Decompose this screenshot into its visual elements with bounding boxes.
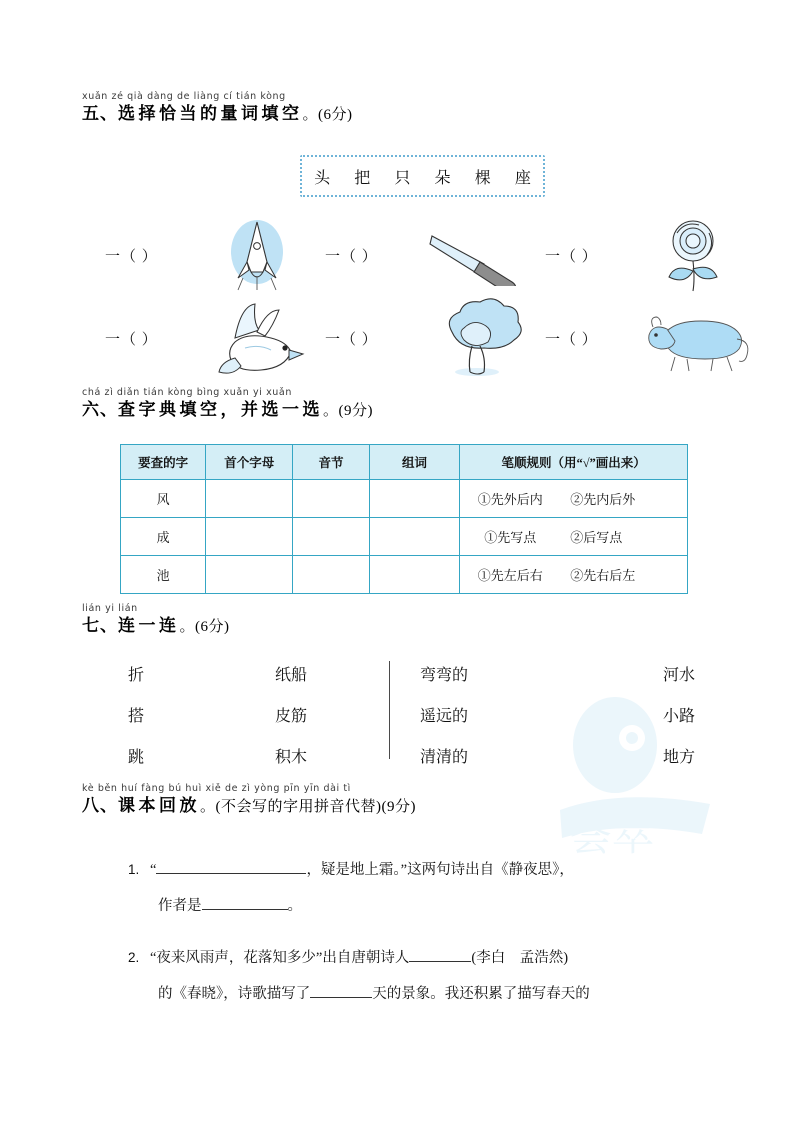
answer-blank[interactable] bbox=[202, 909, 288, 910]
table-row bbox=[121, 556, 688, 594]
cow-illustration bbox=[637, 299, 757, 377]
word-bank-item: 只 bbox=[394, 169, 411, 187]
table-cell-rule[interactable] bbox=[460, 518, 688, 556]
matching-exercise bbox=[110, 655, 710, 775]
table-header-cell: 笔顺规则（用“√”画出来） bbox=[460, 445, 688, 480]
table-cell-syllable[interactable] bbox=[293, 556, 370, 594]
measure-word-blank[interactable]: 一（ ） bbox=[545, 248, 598, 265]
matching-item[interactable]: 地方 bbox=[662, 749, 695, 766]
measure-word-blank[interactable]: 一（ ） bbox=[545, 331, 598, 348]
matching-item[interactable]: 河水 bbox=[662, 667, 695, 684]
question-text-c: 作者是 bbox=[158, 898, 202, 914]
word-bank-item: 座 bbox=[514, 169, 531, 187]
matching-item[interactable]: 跳 bbox=[128, 749, 145, 766]
section-six-score: 。(9分) bbox=[323, 403, 373, 419]
section-eight-number: 八、 bbox=[82, 796, 118, 815]
matching-item[interactable]: 小路 bbox=[662, 708, 695, 725]
measure-word-blank[interactable]: 一（ ） bbox=[325, 248, 378, 265]
bird-illustration bbox=[197, 299, 317, 377]
measure-word-item bbox=[325, 216, 545, 294]
matching-item[interactable]: 遥远的 bbox=[420, 708, 469, 725]
question-2 bbox=[128, 940, 748, 1012]
table-cell-char: 池 bbox=[121, 556, 206, 594]
section-six-title: 查字典填空，并选一选 bbox=[118, 400, 323, 419]
question-number: 1. bbox=[128, 862, 140, 877]
section-six-heading bbox=[82, 386, 373, 422]
question-text-c: 的《春晓》，诗歌描写了 bbox=[158, 986, 311, 1002]
word-bank-item: 朵 bbox=[434, 169, 451, 187]
answer-blank[interactable] bbox=[409, 961, 471, 962]
rule-option-b[interactable]: ②后写点 bbox=[570, 530, 623, 545]
table-cell-syllable[interactable] bbox=[293, 480, 370, 518]
matching-column-left-nouns bbox=[275, 655, 385, 778]
rocket-illustration bbox=[197, 216, 317, 294]
measure-word-item bbox=[105, 299, 325, 377]
section-five-score: 。(6分) bbox=[302, 107, 353, 123]
dictionary-table bbox=[120, 444, 688, 594]
matching-item[interactable]: 积木 bbox=[275, 749, 308, 766]
matching-item[interactable]: 清清的 bbox=[420, 749, 469, 766]
rule-option-a[interactable]: ①先写点 bbox=[484, 530, 537, 545]
question-text-d: 。 bbox=[287, 898, 302, 914]
measure-word-item bbox=[545, 299, 765, 377]
question-1 bbox=[128, 852, 748, 924]
question-number: 2. bbox=[128, 950, 140, 965]
section-seven-title: 连一连 bbox=[118, 616, 180, 635]
table-cell-word[interactable] bbox=[369, 480, 459, 518]
measure-word-item bbox=[545, 216, 765, 294]
word-bank-item: 把 bbox=[354, 169, 371, 187]
question-line-2 bbox=[128, 976, 748, 1012]
table-cell-word[interactable] bbox=[369, 556, 459, 594]
section-eight-score: 。(不会写的字用拼音代替)(9分) bbox=[200, 799, 416, 815]
table-cell-letter[interactable] bbox=[206, 480, 293, 518]
matching-item[interactable]: 折 bbox=[128, 667, 145, 684]
matching-item[interactable]: 纸船 bbox=[275, 667, 308, 684]
measure-word-item bbox=[105, 216, 325, 294]
table-cell-rule[interactable] bbox=[460, 480, 688, 518]
rule-option-b[interactable]: ②先内后外 bbox=[570, 492, 636, 507]
table-header-row bbox=[121, 445, 688, 480]
measure-word-row bbox=[105, 298, 765, 378]
table-cell-char: 风 bbox=[121, 480, 206, 518]
rule-option-b[interactable]: ②先右后左 bbox=[570, 568, 636, 583]
table-cell-char: 成 bbox=[121, 518, 206, 556]
matching-item[interactable]: 弯弯的 bbox=[420, 667, 469, 684]
matching-column-left-verbs bbox=[128, 655, 238, 778]
word-bank-item: 棵 bbox=[474, 169, 491, 187]
section-eight-title: 课本回放 bbox=[118, 796, 200, 815]
section-eight-pinyin: kè běn huí fàng bú huì xiě de zì yòng pīn yīn dài tì bbox=[82, 783, 351, 794]
knife-illustration bbox=[417, 216, 537, 294]
question-text-a: “夜来风雨声，花落知多少”出自唐朝诗人 bbox=[150, 950, 410, 966]
measure-word-item bbox=[325, 299, 545, 377]
tree-illustration bbox=[417, 299, 537, 377]
table-cell-rule[interactable] bbox=[460, 556, 688, 594]
table-cell-letter[interactable] bbox=[206, 518, 293, 556]
table-cell-word[interactable] bbox=[369, 518, 459, 556]
answer-blank[interactable] bbox=[156, 873, 306, 874]
word-bank-item: 头 bbox=[314, 169, 331, 187]
table-header-cell: 组词 bbox=[369, 445, 459, 480]
rule-option-a[interactable]: ①先左后右 bbox=[477, 568, 543, 583]
table-header-cell: 要查的字 bbox=[121, 445, 206, 480]
answer-blank[interactable] bbox=[310, 997, 372, 998]
section-five-title: 选择恰当的量词填空 bbox=[118, 104, 303, 123]
measure-word-blank[interactable]: 一（ ） bbox=[105, 331, 158, 348]
measure-word-blank[interactable]: 一（ ） bbox=[105, 248, 158, 265]
matching-item[interactable]: 搭 bbox=[128, 708, 145, 725]
table-cell-syllable[interactable] bbox=[293, 518, 370, 556]
section-five-pinyin: xuǎn zé qià dàng de liàng cí tián kòng bbox=[82, 91, 286, 102]
rule-option-a[interactable]: ①先外后内 bbox=[477, 492, 543, 507]
matching-divider bbox=[389, 661, 390, 759]
question-line-2 bbox=[128, 888, 748, 924]
section-eight-heading bbox=[82, 782, 416, 818]
section-seven-heading bbox=[82, 602, 230, 638]
measure-word-blank[interactable]: 一（ ） bbox=[325, 331, 378, 348]
section-seven-pinyin: lián yi lián bbox=[82, 603, 138, 614]
table-row bbox=[121, 518, 688, 556]
word-bank-box bbox=[300, 155, 545, 197]
section-seven-number: 七、 bbox=[82, 616, 118, 635]
rose-illustration bbox=[637, 216, 757, 294]
question-text-d: 天的景象。我还积累了描写春天的 bbox=[372, 986, 590, 1002]
matching-column-right-adjectives bbox=[420, 655, 530, 778]
measure-word-row bbox=[105, 215, 765, 295]
question-text-a: “ bbox=[150, 862, 157, 878]
table-row bbox=[121, 480, 688, 518]
section-seven-score: 。(6分) bbox=[179, 619, 230, 635]
question-text-b: ，疑是地上霜。”这两句诗出自《静夜思》， bbox=[306, 862, 574, 878]
table-header-cell: 首个字母 bbox=[206, 445, 293, 480]
section-six-number: 六、 bbox=[82, 400, 118, 419]
matching-column-right-nouns bbox=[570, 655, 695, 778]
table-cell-letter[interactable] bbox=[206, 556, 293, 594]
question-text-b: (李白 孟浩然) bbox=[471, 950, 569, 966]
svg-text:荟萃: 荟萃 bbox=[570, 814, 655, 860]
table-header-cell: 音节 bbox=[293, 445, 370, 480]
matching-item[interactable]: 皮筋 bbox=[275, 708, 308, 725]
section-six-pinyin: chá zì diǎn tián kòng bìng xuǎn yi xuǎn bbox=[82, 387, 292, 398]
section-five-heading bbox=[82, 90, 353, 126]
section-five-number: 五、 bbox=[82, 104, 118, 123]
